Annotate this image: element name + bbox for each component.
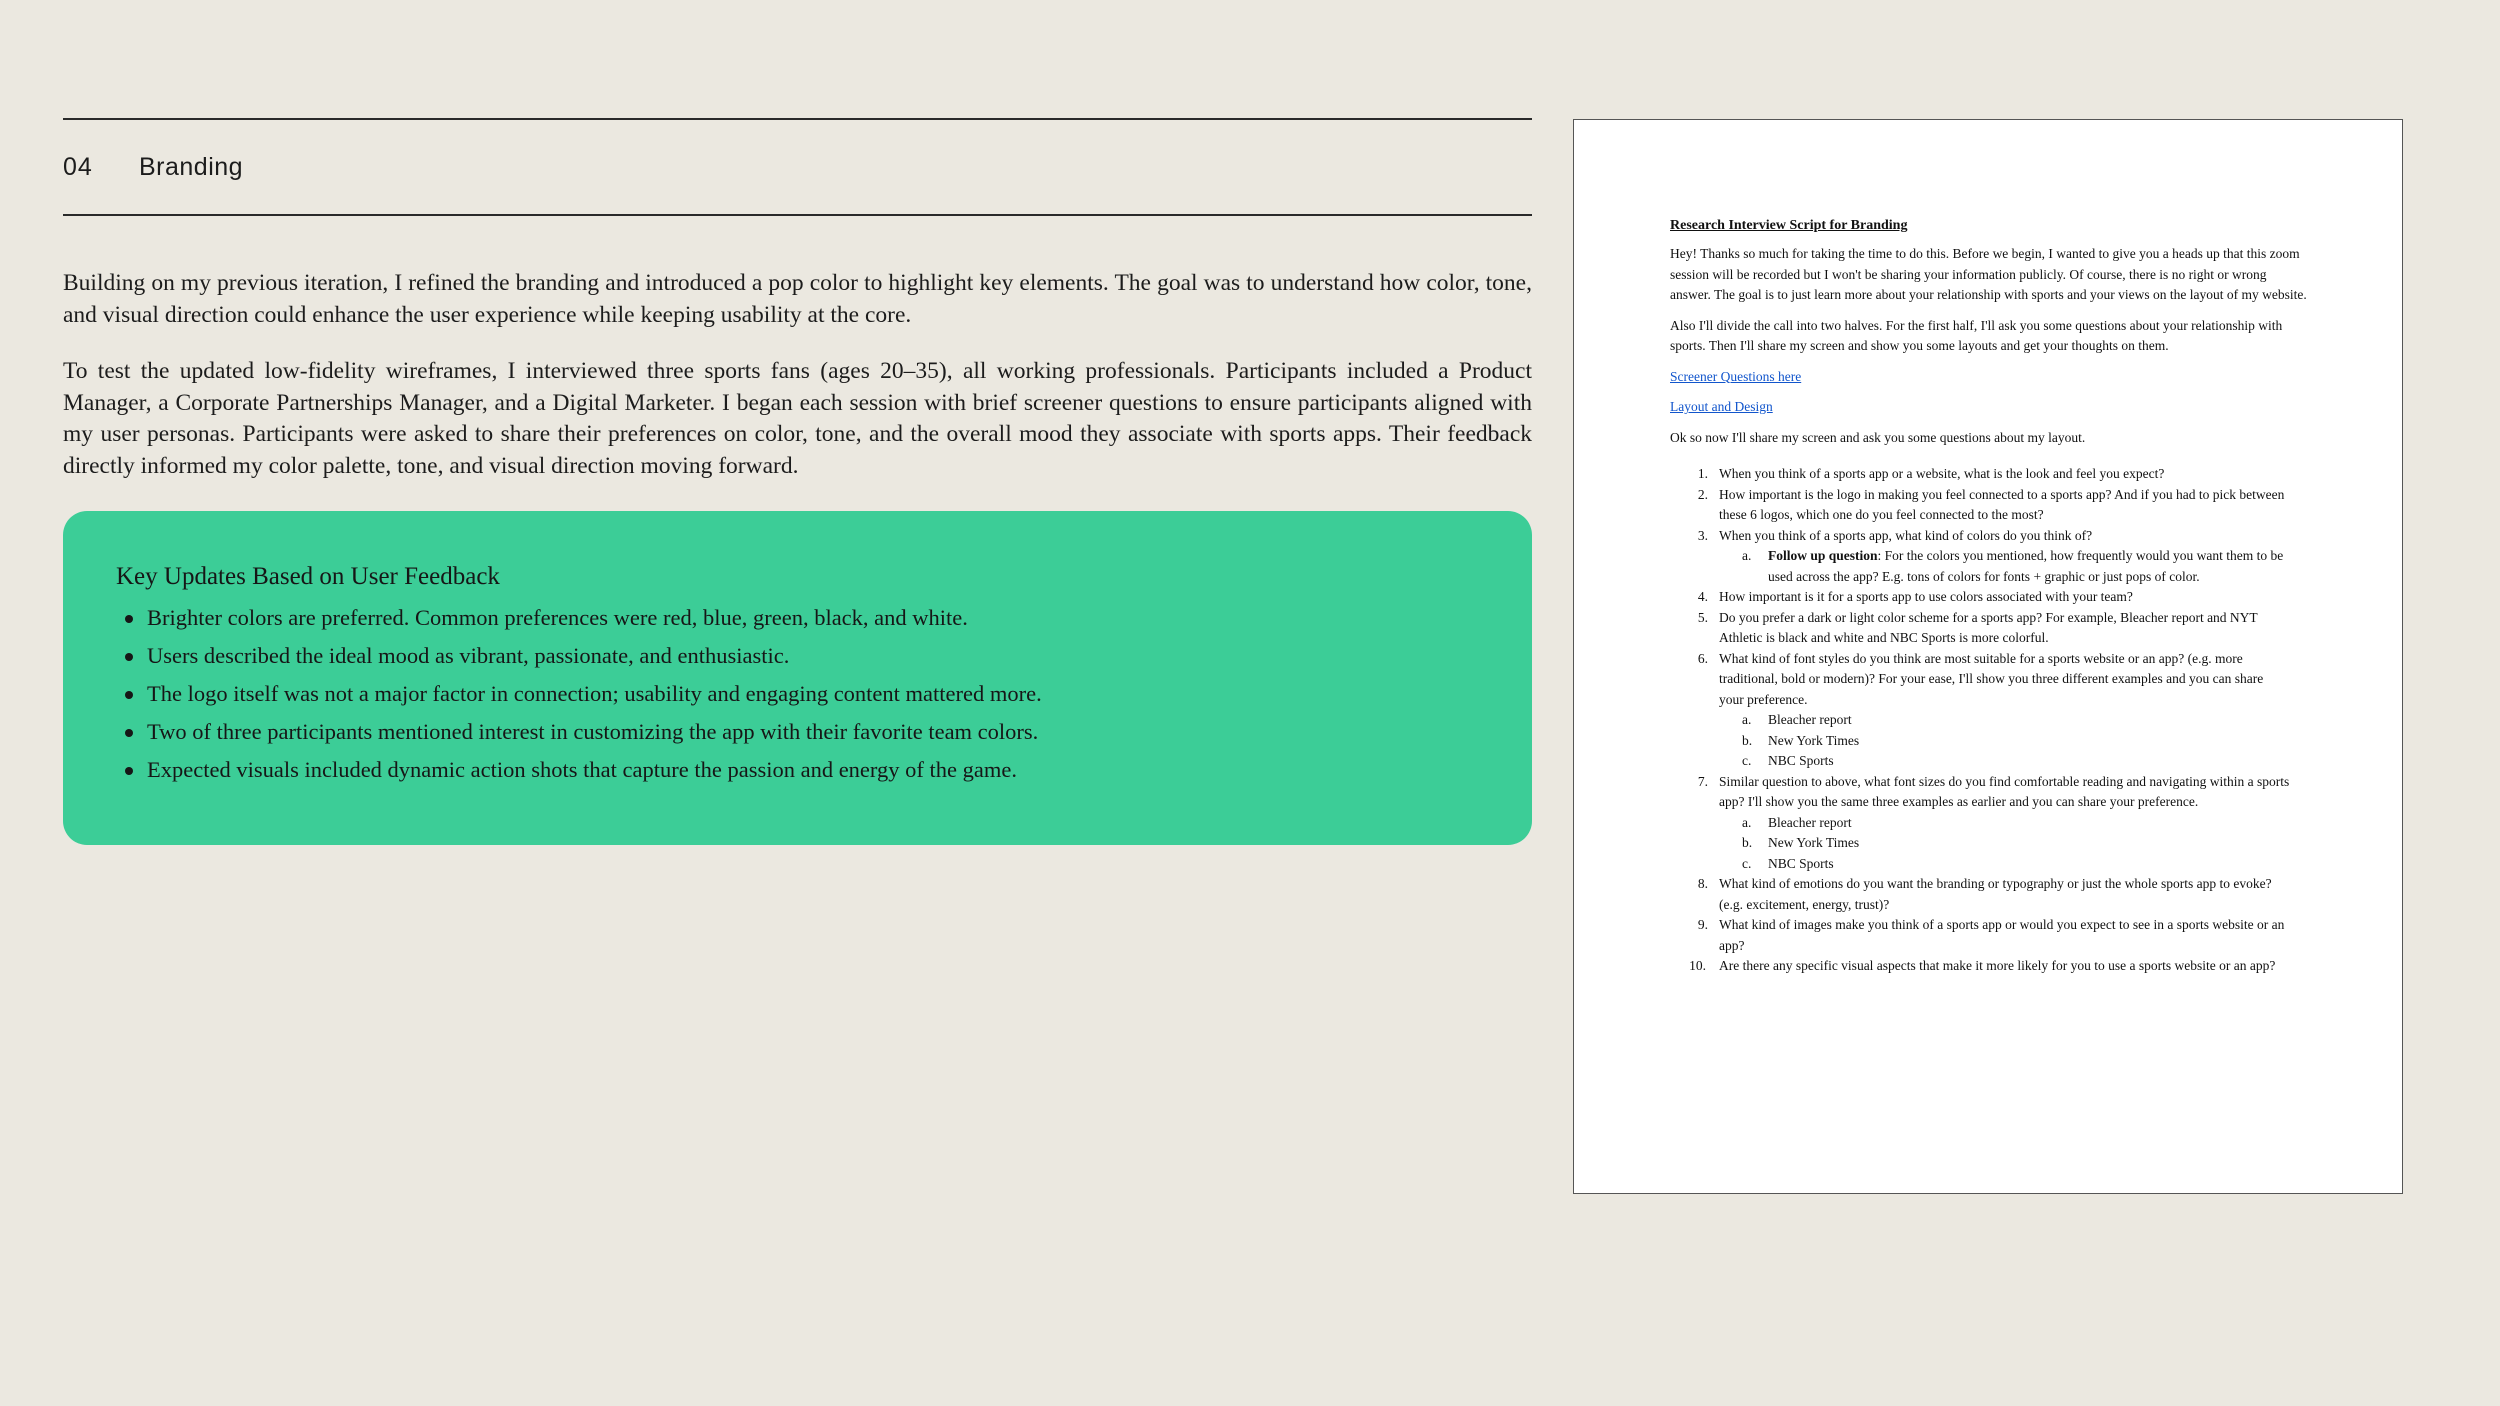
- bullet-icon: [125, 767, 133, 775]
- screener-questions-link[interactable]: Screener Questions here: [1670, 368, 1802, 384]
- question-text: Do you prefer a dark or light color scheme for a sports app? For example, Bleacher report and NYT Athletic is black and white and NBC Sports is more colorful.: [1719, 609, 2258, 645]
- sub-item: [1719, 854, 2290, 875]
- follow-up-label: Follow up question: [1768, 548, 1878, 563]
- interview-script-document: [1573, 119, 2403, 1194]
- bullet-icon: [125, 691, 133, 699]
- question-list: [1670, 464, 2290, 977]
- sub-question-list: [1719, 546, 2290, 587]
- intro-paragraph: To test the updated low-fidelity wireframes, I interviewed three sports fans (ages 20–35), all working professionals. Participants included a Product Manager, a Corporate Partnerships Manager, and a Digital Marketer. I began each session with brief screener questions to ensure participants aligned with my user personas. Participants were asked to share their preferences on color, tone, and the overall mood they associate with sports apps. Their feedback directly informed my color palette, tone, and visual direction moving forward.: [63, 358, 1532, 479]
- question-text: How important is it for a sports app to use colors associated with your team?: [1719, 589, 2133, 604]
- list-item-text: Two of three participants mentioned interest in customizing the app with their favorite team colors.: [147, 719, 1039, 744]
- sub-item: [1719, 710, 2290, 731]
- section-number: 04: [63, 152, 93, 181]
- question-number: 7.: [1697, 773, 1708, 789]
- sub-text: : For the colors you mentioned, how frequently would you want them to be used across the app? E.g. tons of colors for fonts + graphic or just pops of color.: [1768, 548, 2284, 584]
- document-title: Research Interview Script for Branding: [1670, 218, 1908, 233]
- sub-text: New York Times: [1768, 732, 1860, 748]
- sub-number: a.: [1742, 712, 1752, 727]
- question-text: When you think of a sports app or a website, what is the look and feel you expect?: [1719, 466, 2165, 481]
- document-paragraph: Ok so now I'll share my screen and ask you some questions about my layout.: [1670, 429, 2086, 445]
- question-text: What kind of emotions do you want the branding or typography or just the whole sports app to evoke? (e.g. excitement, energy, trust)?: [1719, 876, 2272, 912]
- question-item: [1670, 649, 2290, 772]
- question-text: Similar question to above, what font sizes do you find comfortable reading and navigating within a sports app? I'll show you the same three examples as earlier and you can share your preference.: [1719, 773, 2290, 809]
- layout-design-link[interactable]: Layout and Design: [1670, 399, 1773, 414]
- question-number: 1.: [1697, 466, 1708, 481]
- sub-number: b.: [1742, 835, 1753, 850]
- section-title: Branding: [139, 152, 244, 181]
- list-item-text: Brighter colors are preferred. Common preferences were red, blue, green, black, and white.: [147, 605, 968, 630]
- question-number: 10.: [1689, 958, 1706, 973]
- sub-text: Bleacher report: [1768, 712, 1852, 727]
- question-item: [1670, 587, 2290, 608]
- sub-text: NBC Sports: [1768, 753, 1834, 768]
- sub-item: [1719, 731, 2290, 752]
- sub-number: a.: [1742, 548, 1752, 563]
- branding-section: [63, 118, 1532, 845]
- list-item: [116, 751, 1480, 789]
- question-item: [1670, 874, 2290, 915]
- question-item: [1670, 956, 2290, 977]
- question-number: 4.: [1697, 589, 1708, 604]
- list-item: [116, 713, 1480, 751]
- list-item: [116, 637, 1480, 675]
- sub-item: [1719, 813, 2290, 834]
- question-item: [1670, 608, 2290, 649]
- sub-text: New York Times: [1768, 835, 1860, 850]
- sub-number: c.: [1742, 855, 1752, 871]
- question-item: [1670, 485, 2290, 526]
- sub-item: [1719, 751, 2290, 772]
- key-updates-card: [63, 511, 1532, 845]
- question-item: [1670, 464, 2290, 485]
- sub-number: c.: [1742, 753, 1752, 768]
- document-paragraph: Hey! Thanks so much for taking the time to do this. Before we begin, I wanted to give you a heads up that this zoom session will be recorded but I won't be sharing your information publicly. Of course, there is no right or wrong answer. The goal is to just learn more about your relationship with sports and your views on the layout of my website.: [1670, 246, 2307, 302]
- bottom-divider: [63, 214, 1532, 216]
- question-item: [1670, 915, 2290, 956]
- list-item: [116, 599, 1480, 637]
- question-number: 5.: [1697, 609, 1708, 625]
- sub-item: [1719, 546, 2290, 587]
- list-item: [116, 675, 1480, 713]
- question-text: What kind of images make you think of a sports app or would you expect to see in a sports website or an app?: [1719, 917, 2285, 953]
- list-item-text: Users described the ideal mood as vibrant, passionate, and enthusiastic.: [147, 643, 790, 668]
- question-number: 8.: [1697, 876, 1708, 891]
- bullet-icon: [125, 653, 133, 661]
- intro-text: [63, 268, 1532, 482]
- question-number: 9.: [1697, 917, 1708, 932]
- section-header: [63, 120, 1532, 214]
- key-updates-title: Key Updates Based on User Feedback: [116, 563, 500, 590]
- question-text: When you think of a sports app, what kind of colors do you think of?: [1719, 527, 2093, 543]
- intro-paragraph: Building on my previous iteration, I refined the branding and introduced a pop color to highlight key elements. The goal was to understand how color, tone, and visual direction could enhance the user experience while keeping usability at the core.: [63, 270, 1532, 328]
- question-text: Are there any specific visual aspects that make it more likely for you to use a sports website or an app?: [1719, 958, 2276, 973]
- sub-question-list: [1719, 813, 2290, 875]
- sub-number: a.: [1742, 814, 1752, 830]
- sub-text: Bleacher report: [1768, 814, 1852, 830]
- question-item: [1670, 772, 2290, 875]
- question-text: What kind of font styles do you think are most suitable for a sports website or an app? (e.g. more traditional, bold or modern)? For your ease, I'll show you three different examples and you can share your preference.: [1719, 650, 2264, 707]
- list-item-text: Expected visuals included dynamic action shots that capture the passion and energy of the game.: [147, 757, 1017, 782]
- bullet-icon: [125, 729, 133, 737]
- sub-question-list: [1719, 710, 2290, 772]
- bullet-icon: [125, 615, 133, 623]
- sub-text: NBC Sports: [1768, 855, 1834, 871]
- question-item: [1670, 526, 2290, 588]
- sub-item: [1719, 833, 2290, 854]
- question-number: 2.: [1697, 486, 1708, 502]
- sub-number: b.: [1742, 732, 1753, 748]
- question-number: 6.: [1697, 650, 1708, 666]
- document-paragraph: Also I'll divide the call into two halves. For the first half, I'll ask you some questions about your relationship with sports. Then I'll share my screen and show you some layouts and get your thoughts on them.: [1670, 317, 2283, 353]
- question-number: 3.: [1697, 527, 1708, 543]
- key-updates-list: [116, 599, 1480, 789]
- list-item-text: The logo itself was not a major factor in connection; usability and engaging content mattered more.: [147, 681, 1042, 706]
- question-text: How important is the logo in making you feel connected to a sports app? And if you had to pick between these 6 logos, which one do you feel connected to the most?: [1719, 486, 2285, 522]
